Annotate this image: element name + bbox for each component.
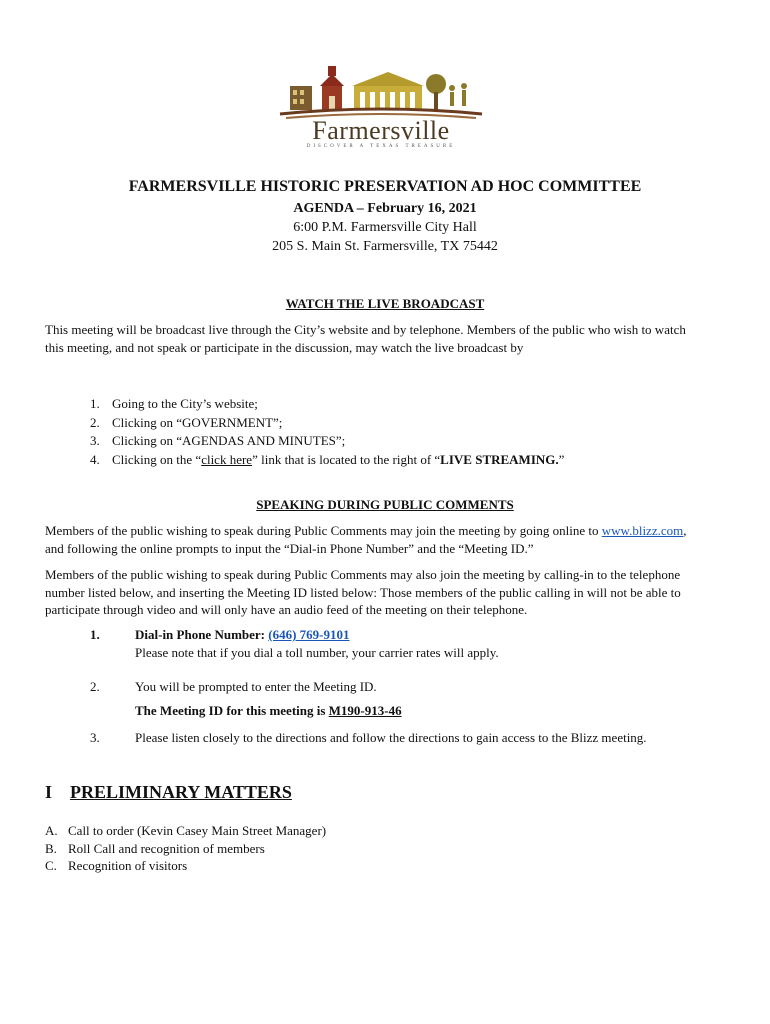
meeting-time-place: 6:00 P.M. Farmersville City Hall xyxy=(293,220,477,235)
speaking-p2-line-2: number listed below, and inserting the Meeting ID listed below: Those members of the public calling in will not be able to xyxy=(45,584,681,600)
speaking-p1-comma: , xyxy=(683,523,687,538)
agenda-date: AGENDA – February 16, 2021 xyxy=(293,201,477,216)
list-item xyxy=(45,822,326,840)
step-text-pre: Clicking on the “ xyxy=(112,451,202,467)
broadcast-intro-line-2: this meeting, and not speak or participate in the discussion, may watch the live broadcast by xyxy=(45,339,524,355)
logo-wordmark: Farmersville xyxy=(312,116,450,145)
speaking-p2-line-3: participate through video and will only have an audio feed of the meeting on their telephone. xyxy=(45,602,528,617)
list-item xyxy=(90,395,564,414)
toll-note: Please note that if you dial a toll number, your carrier rates will apply. xyxy=(135,644,499,660)
step-text-post: ” xyxy=(558,451,565,467)
section-roman-numeral: I xyxy=(45,782,53,802)
broadcast-intro xyxy=(45,321,735,356)
list-item xyxy=(45,857,326,875)
speaking-p2-line-1: Members of the public wishing to speak during Public Comments may also join the meeting by calling-in to the telephone xyxy=(45,567,681,582)
dial-in-number: 1. xyxy=(90,627,100,642)
step-text: Clicking on “GOVERNMENT”; xyxy=(112,414,283,430)
meeting-id-body xyxy=(135,678,755,719)
directions-text: Please listen closely to the directions and follow the directions to gain access to the Blizz meeting. xyxy=(135,730,647,745)
step-number: 2. xyxy=(90,414,100,430)
step-text: Clicking on “AGENDAS AND MINUTES”; xyxy=(112,433,346,448)
dial-in-body xyxy=(135,626,755,661)
speaking-p1-line-1 xyxy=(45,522,735,540)
preliminary-items xyxy=(45,822,326,875)
broadcast-heading: WATCH THE LIVE BROADCAST xyxy=(285,296,485,311)
item-letter: B. xyxy=(45,840,57,856)
speaking-paragraph-1 xyxy=(45,522,735,557)
step-text-mid: ” link that is located to the right of “ xyxy=(252,451,441,467)
list-item xyxy=(45,840,326,858)
farmersville-logo xyxy=(276,64,486,156)
list-item xyxy=(90,432,564,451)
meeting-id-prompt: You will be prompted to enter the Meeting ID. xyxy=(135,679,377,694)
list-item xyxy=(90,414,564,433)
meeting-id-label: The Meeting ID for this meeting is xyxy=(135,702,329,718)
step-number: 1. xyxy=(90,396,100,411)
item-letter: A. xyxy=(45,823,58,838)
step-number: 4. xyxy=(90,451,100,467)
speaking-p1-line-2: and following the online prompts to input the “Dial-in Phone Number” and the “Meeting ID.” xyxy=(45,540,534,556)
speaking-p1-text: Members of the public wishing to speak during Public Comments may join the meeting by going online to xyxy=(45,523,602,538)
broadcast-steps xyxy=(90,395,564,469)
speaking-paragraph-2 xyxy=(45,566,735,619)
section-heading-preliminary xyxy=(45,782,292,803)
broadcast-intro-line-1: This meeting will be broadcast live through the City’s website and by telephone. Members of the public who wish to watch xyxy=(45,322,686,337)
item-text: Call to order (Kevin Casey Main Street Manager) xyxy=(68,823,327,838)
dial-in-line xyxy=(135,626,755,644)
step-text xyxy=(112,451,564,470)
item-text: Recognition of visitors xyxy=(68,858,188,873)
meeting-id-line xyxy=(135,702,755,720)
meeting-address: 205 S. Main St. Farmersville, TX 75442 xyxy=(272,239,498,254)
click-here-link[interactable]: click here xyxy=(201,451,253,467)
item-text: Roll Call and recognition of members xyxy=(68,840,265,856)
logo-tagline: DISCOVER A TEXAS TREASURE xyxy=(306,144,456,149)
meeting-id-number: 2. xyxy=(90,679,100,694)
dial-in-label: Dial-in Phone Number: xyxy=(135,627,269,642)
item-letter: C. xyxy=(45,858,57,873)
step-text: Going to the City’s website; xyxy=(112,396,258,411)
blizz-website-link[interactable]: www.blizz.com xyxy=(601,523,684,538)
list-item xyxy=(90,451,564,470)
live-streaming-label: LIVE STREAMING. xyxy=(440,451,559,467)
committee-title: FARMERSVILLE HISTORIC PRESERVATION AD HOC COMMITTEE xyxy=(128,178,642,195)
step-number: 3. xyxy=(90,433,100,448)
directions-number: 3. xyxy=(90,730,100,745)
dial-in-phone-link[interactable]: (646) 769-9101 xyxy=(268,627,350,642)
speaking-heading: SPEAKING DURING PUBLIC COMMENTS xyxy=(256,497,514,512)
section-title: PRELIMINARY MATTERS xyxy=(70,782,292,802)
town-skyline-icon xyxy=(276,64,486,120)
meeting-id-value: M190-913-46 xyxy=(328,702,402,718)
